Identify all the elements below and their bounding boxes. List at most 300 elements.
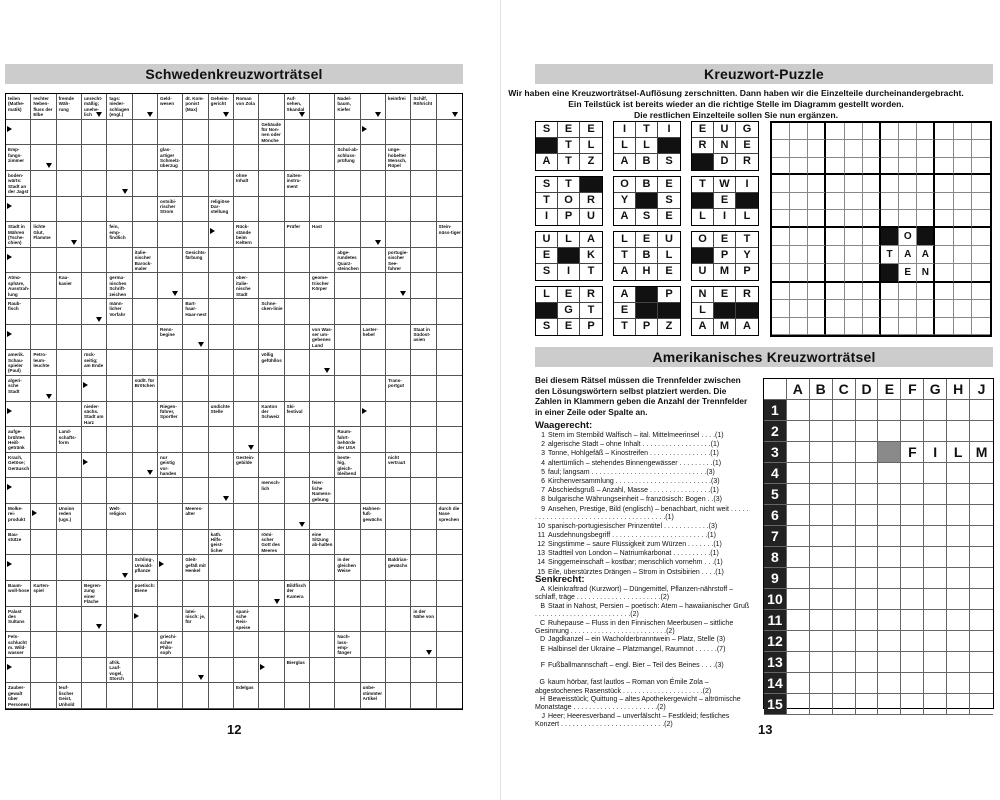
answer-cell[interactable] [335, 325, 360, 351]
answer-cell[interactable] [411, 581, 436, 607]
diagram-cell[interactable] [972, 283, 990, 300]
diagram-cell[interactable] [954, 175, 972, 192]
answer-cell[interactable] [285, 632, 310, 658]
answer-cell[interactable] [158, 530, 183, 556]
grid-cell[interactable] [833, 505, 856, 526]
answer-cell[interactable] [285, 478, 310, 504]
diagram-cell[interactable] [772, 158, 790, 175]
answer-cell[interactable] [158, 376, 183, 402]
answer-cell[interactable] [57, 145, 82, 171]
answer-cell[interactable] [209, 607, 234, 633]
diagram-cell[interactable] [972, 123, 990, 140]
answer-cell[interactable] [209, 683, 234, 709]
diagram-cell[interactable] [972, 300, 990, 317]
diagram-cell[interactable] [954, 228, 972, 246]
grid-cell[interactable] [878, 694, 901, 715]
answer-cell[interactable] [234, 632, 259, 658]
answer-cell[interactable] [133, 504, 158, 530]
answer-cell[interactable] [31, 376, 56, 402]
grid-cell[interactable] [833, 694, 856, 715]
grid-cell[interactable] [856, 652, 879, 673]
diagram-cell[interactable] [863, 210, 881, 227]
diagram-cell[interactable] [772, 175, 790, 192]
answer-cell[interactable] [234, 478, 259, 504]
grid-cell[interactable] [833, 610, 856, 631]
answer-cell[interactable] [133, 273, 158, 299]
grid-cell[interactable] [856, 610, 879, 631]
answer-cell[interactable] [310, 427, 335, 453]
grid-cell[interactable] [901, 589, 924, 610]
answer-cell[interactable] [158, 555, 183, 581]
answer-cell[interactable] [107, 350, 132, 376]
diagram-cell[interactable] [863, 300, 881, 317]
answer-cell[interactable] [31, 325, 56, 351]
answer-cell[interactable] [234, 299, 259, 325]
diagram-cell[interactable] [772, 300, 790, 317]
answer-cell[interactable] [386, 427, 411, 453]
answer-cell[interactable] [234, 145, 259, 171]
answer-cell[interactable] [411, 632, 436, 658]
answer-cell[interactable] [437, 632, 462, 658]
answer-cell[interactable] [133, 94, 158, 120]
grid-cell[interactable] [787, 526, 810, 547]
diagram-cell[interactable] [863, 123, 881, 140]
answer-cell[interactable] [31, 683, 56, 709]
answer-cell[interactable] [259, 94, 284, 120]
answer-cell[interactable] [437, 478, 462, 504]
grid-cell[interactable] [878, 589, 901, 610]
diagram-cell[interactable] [863, 140, 881, 157]
grid-cell[interactable] [901, 421, 924, 442]
grid-cell[interactable] [810, 400, 833, 421]
answer-cell[interactable] [361, 376, 386, 402]
diagram-cell[interactable] [954, 264, 972, 283]
grid-cell[interactable] [924, 652, 947, 673]
answer-cell[interactable] [107, 555, 132, 581]
diagram-cell[interactable] [808, 318, 826, 335]
answer-cell[interactable] [310, 350, 335, 376]
grid-cell[interactable] [924, 589, 947, 610]
grid-cell[interactable] [787, 400, 810, 421]
answer-cell[interactable] [335, 504, 360, 530]
answer-cell[interactable] [310, 120, 335, 146]
answer-cell[interactable] [57, 325, 82, 351]
answer-cell[interactable] [133, 145, 158, 171]
answer-cell[interactable] [6, 248, 31, 274]
answer-cell[interactable] [107, 120, 132, 146]
grid-cell[interactable] [810, 673, 833, 694]
grid-cell[interactable] [947, 421, 970, 442]
answer-cell[interactable] [437, 683, 462, 709]
answer-cell[interactable] [386, 658, 411, 684]
answer-cell[interactable] [259, 222, 284, 248]
grid-cell[interactable] [833, 463, 856, 484]
answer-cell[interactable] [335, 581, 360, 607]
answer-cell[interactable] [209, 171, 234, 197]
answer-cell[interactable] [209, 222, 234, 248]
answer-cell[interactable] [158, 658, 183, 684]
answer-cell[interactable] [310, 299, 335, 325]
answer-cell[interactable] [310, 248, 335, 274]
grid-cell[interactable] [856, 442, 879, 463]
answer-cell[interactable] [361, 273, 386, 299]
grid-cell[interactable] [856, 673, 879, 694]
diagram-cell[interactable] [790, 283, 808, 300]
answer-cell[interactable] [82, 504, 107, 530]
answer-cell[interactable] [82, 658, 107, 684]
grid-cell[interactable] [970, 652, 993, 673]
grid-cell[interactable] [970, 526, 993, 547]
answer-cell[interactable] [259, 171, 284, 197]
answer-cell[interactable] [310, 94, 335, 120]
answer-cell[interactable] [31, 632, 56, 658]
answer-cell[interactable] [82, 171, 107, 197]
answer-cell[interactable] [437, 325, 462, 351]
answer-cell[interactable] [183, 683, 208, 709]
answer-cell[interactable] [158, 120, 183, 146]
answer-cell[interactable] [209, 299, 234, 325]
answer-cell[interactable] [285, 683, 310, 709]
grid-cell[interactable] [810, 421, 833, 442]
answer-cell[interactable] [57, 658, 82, 684]
answer-cell[interactable] [107, 478, 132, 504]
answer-cell[interactable] [107, 453, 132, 479]
answer-cell[interactable] [107, 171, 132, 197]
grid-cell[interactable] [856, 547, 879, 568]
answer-cell[interactable] [183, 632, 208, 658]
answer-cell[interactable] [310, 145, 335, 171]
diagram-cell[interactable] [826, 246, 844, 264]
answer-cell[interactable] [57, 248, 82, 274]
grid-cell[interactable] [878, 673, 901, 694]
diagram-cell[interactable] [935, 264, 953, 283]
grid-cell[interactable] [901, 484, 924, 505]
grid-cell[interactable] [878, 400, 901, 421]
grid-cell[interactable] [878, 421, 901, 442]
diagram-cell[interactable] [772, 318, 790, 335]
diagram-cell[interactable] [808, 175, 826, 192]
diagram-cell[interactable]: O [899, 228, 917, 246]
diagram-cell[interactable] [790, 300, 808, 317]
answer-cell[interactable] [361, 658, 386, 684]
diagram-cell[interactable] [881, 300, 899, 317]
answer-cell[interactable] [133, 299, 158, 325]
grid-cell[interactable] [787, 589, 810, 610]
grid-cell[interactable] [924, 673, 947, 694]
answer-cell[interactable] [259, 632, 284, 658]
answer-cell[interactable] [6, 120, 31, 146]
answer-cell[interactable] [82, 273, 107, 299]
diagram-cell[interactable] [917, 140, 935, 157]
answer-cell[interactable] [437, 402, 462, 428]
diagram-cell[interactable] [917, 210, 935, 227]
answer-cell[interactable] [437, 658, 462, 684]
answer-cell[interactable] [259, 453, 284, 479]
answer-cell[interactable] [209, 581, 234, 607]
diagram-cell[interactable]: T [881, 246, 899, 264]
answer-cell[interactable] [31, 145, 56, 171]
answer-cell[interactable] [310, 453, 335, 479]
grid-cell[interactable] [970, 610, 993, 631]
answer-cell[interactable] [335, 350, 360, 376]
grid-cell[interactable]: L [947, 442, 970, 463]
answer-cell[interactable] [310, 171, 335, 197]
diagram-cell[interactable] [935, 175, 953, 192]
diagram-cell[interactable] [881, 158, 899, 175]
answer-cell[interactable] [285, 299, 310, 325]
answer-cell[interactable] [361, 453, 386, 479]
answer-cell[interactable] [57, 197, 82, 223]
diagram-cell[interactable] [972, 140, 990, 157]
answer-cell[interactable] [259, 273, 284, 299]
answer-cell[interactable] [6, 658, 31, 684]
diagram-cell[interactable] [972, 246, 990, 264]
grid-cell[interactable] [947, 463, 970, 484]
answer-cell[interactable] [31, 427, 56, 453]
answer-cell[interactable] [234, 504, 259, 530]
grid-cell[interactable] [856, 568, 879, 589]
grid-cell[interactable] [924, 526, 947, 547]
answer-cell[interactable] [31, 530, 56, 556]
grid-cell[interactable] [947, 610, 970, 631]
diagram-cell[interactable] [863, 264, 881, 283]
diagram-cell[interactable]: E [899, 264, 917, 283]
answer-cell[interactable] [285, 453, 310, 479]
grid-cell[interactable] [970, 673, 993, 694]
answer-cell[interactable] [82, 530, 107, 556]
answer-cell[interactable] [31, 453, 56, 479]
answer-cell[interactable] [107, 248, 132, 274]
grid-cell[interactable] [878, 610, 901, 631]
diagram-cell[interactable] [826, 300, 844, 317]
grid-cell[interactable] [787, 694, 810, 715]
diagram-cell[interactable] [826, 123, 844, 140]
answer-cell[interactable] [234, 581, 259, 607]
answer-cell[interactable] [411, 504, 436, 530]
answer-cell[interactable] [133, 120, 158, 146]
grid-cell[interactable] [787, 610, 810, 631]
diagram-cell[interactable] [808, 246, 826, 264]
grid-cell[interactable] [810, 547, 833, 568]
answer-cell[interactable] [107, 376, 132, 402]
grid-cell[interactable] [970, 547, 993, 568]
answer-cell[interactable] [183, 120, 208, 146]
answer-cell[interactable] [82, 299, 107, 325]
diagram-cell[interactable] [772, 140, 790, 157]
diagram-cell[interactable] [845, 264, 863, 283]
grid-cell[interactable] [901, 547, 924, 568]
grid-cell[interactable] [833, 652, 856, 673]
diagram-cell[interactable] [845, 300, 863, 317]
grid-cell[interactable] [878, 652, 901, 673]
diagram-cell[interactable] [845, 175, 863, 192]
diagram-cell[interactable] [972, 158, 990, 175]
grid-cell[interactable] [856, 463, 879, 484]
grid-cell[interactable]: M [970, 442, 993, 463]
answer-cell[interactable] [259, 145, 284, 171]
diagram-cell[interactable]: A [899, 246, 917, 264]
diagram-cell[interactable] [826, 318, 844, 335]
answer-cell[interactable] [386, 222, 411, 248]
grid-cell[interactable] [970, 631, 993, 652]
diagram-cell[interactable] [954, 246, 972, 264]
grid-cell[interactable] [787, 652, 810, 673]
diagram-cell[interactable] [899, 140, 917, 157]
answer-cell[interactable] [209, 427, 234, 453]
grid-cell[interactable] [878, 442, 901, 463]
answer-cell[interactable] [437, 273, 462, 299]
answer-cell[interactable] [361, 120, 386, 146]
answer-cell[interactable] [361, 222, 386, 248]
answer-cell[interactable] [411, 376, 436, 402]
diagram-cell[interactable] [845, 158, 863, 175]
answer-cell[interactable] [310, 683, 335, 709]
answer-cell[interactable] [133, 325, 158, 351]
diagram-cell[interactable] [972, 264, 990, 283]
diagram-cell[interactable] [845, 318, 863, 335]
answer-cell[interactable] [285, 607, 310, 633]
answer-cell[interactable] [57, 478, 82, 504]
diagram-cell[interactable] [826, 193, 844, 210]
answer-cell[interactable] [107, 607, 132, 633]
diagram-cell[interactable] [917, 158, 935, 175]
answer-cell[interactable] [31, 478, 56, 504]
puzzle-piece[interactable] [691, 286, 759, 336]
answer-cell[interactable] [57, 376, 82, 402]
answer-cell[interactable] [6, 555, 31, 581]
diagram-cell[interactable] [954, 210, 972, 227]
answer-cell[interactable] [259, 581, 284, 607]
grid-cell[interactable] [924, 694, 947, 715]
grid-cell[interactable] [878, 463, 901, 484]
answer-cell[interactable] [285, 145, 310, 171]
answer-cell[interactable] [361, 145, 386, 171]
answer-cell[interactable] [361, 632, 386, 658]
answer-cell[interactable] [234, 248, 259, 274]
answer-cell[interactable] [259, 376, 284, 402]
answer-cell[interactable] [386, 607, 411, 633]
grid-cell[interactable] [947, 652, 970, 673]
answer-cell[interactable] [82, 197, 107, 223]
answer-cell[interactable] [183, 350, 208, 376]
diagram-cell[interactable] [790, 210, 808, 227]
answer-cell[interactable] [234, 197, 259, 223]
answer-cell[interactable] [82, 222, 107, 248]
diagram-cell[interactable] [899, 210, 917, 227]
grid-cell[interactable] [833, 421, 856, 442]
diagram-cell[interactable] [917, 193, 935, 210]
answer-cell[interactable] [133, 171, 158, 197]
answer-cell[interactable] [386, 325, 411, 351]
answer-cell[interactable] [183, 222, 208, 248]
answer-cell[interactable] [31, 555, 56, 581]
answer-cell[interactable] [361, 94, 386, 120]
diagram-cell[interactable] [881, 123, 899, 140]
grid-cell[interactable] [924, 484, 947, 505]
grid-cell[interactable] [947, 547, 970, 568]
diagram-cell[interactable] [972, 193, 990, 210]
diagram-cell[interactable] [972, 228, 990, 246]
answer-cell[interactable] [31, 504, 56, 530]
grid-cell[interactable] [787, 631, 810, 652]
answer-cell[interactable] [57, 350, 82, 376]
grid-cell[interactable] [833, 547, 856, 568]
answer-cell[interactable] [259, 555, 284, 581]
answer-cell[interactable] [386, 171, 411, 197]
answer-cell[interactable] [31, 171, 56, 197]
grid-cell[interactable] [856, 694, 879, 715]
diagram-cell[interactable] [954, 140, 972, 157]
answer-cell[interactable] [386, 581, 411, 607]
answer-cell[interactable] [335, 607, 360, 633]
answer-cell[interactable] [411, 350, 436, 376]
diagram-cell[interactable] [772, 210, 790, 227]
grid-cell[interactable] [810, 505, 833, 526]
answer-cell[interactable] [158, 683, 183, 709]
grid-cell[interactable] [810, 463, 833, 484]
answer-cell[interactable] [158, 581, 183, 607]
answer-cell[interactable] [82, 145, 107, 171]
answer-cell[interactable] [386, 299, 411, 325]
answer-cell[interactable] [411, 248, 436, 274]
answer-cell[interactable] [259, 607, 284, 633]
grid-cell[interactable] [810, 610, 833, 631]
answer-cell[interactable] [411, 120, 436, 146]
answer-cell[interactable] [361, 478, 386, 504]
answer-cell[interactable] [437, 350, 462, 376]
answer-cell[interactable] [335, 376, 360, 402]
answer-cell[interactable] [386, 504, 411, 530]
diagram-cell[interactable] [808, 283, 826, 300]
diagram-cell[interactable] [972, 318, 990, 335]
grid-cell[interactable] [924, 610, 947, 631]
diagram-cell[interactable] [954, 193, 972, 210]
answer-cell[interactable] [209, 145, 234, 171]
answer-cell[interactable] [437, 197, 462, 223]
answer-cell[interactable] [183, 273, 208, 299]
diagram-cell[interactable] [881, 283, 899, 300]
diagram-cell[interactable] [972, 175, 990, 192]
diagram-cell[interactable] [935, 318, 953, 335]
answer-cell[interactable] [234, 120, 259, 146]
diagram-cell[interactable] [917, 228, 935, 246]
answer-cell[interactable] [209, 478, 234, 504]
grid-cell[interactable] [970, 589, 993, 610]
answer-cell[interactable] [411, 453, 436, 479]
answer-cell[interactable] [361, 427, 386, 453]
diagram-cell[interactable] [899, 123, 917, 140]
answer-cell[interactable] [133, 683, 158, 709]
diagram-cell[interactable] [863, 158, 881, 175]
grid-cell[interactable] [924, 631, 947, 652]
grid-cell[interactable] [947, 589, 970, 610]
answer-cell[interactable] [158, 427, 183, 453]
diagram-cell[interactable] [917, 123, 935, 140]
grid-cell[interactable] [810, 568, 833, 589]
diagram-cell[interactable] [826, 210, 844, 227]
grid-cell[interactable] [947, 505, 970, 526]
answer-cell[interactable] [437, 248, 462, 274]
diagram-cell[interactable] [790, 318, 808, 335]
answer-cell[interactable] [234, 530, 259, 556]
answer-cell[interactable] [209, 632, 234, 658]
diagram-cell[interactable] [845, 123, 863, 140]
grid-cell[interactable] [833, 400, 856, 421]
answer-cell[interactable] [335, 120, 360, 146]
grid-cell[interactable] [856, 400, 879, 421]
grid-cell[interactable] [878, 484, 901, 505]
grid-cell[interactable] [856, 631, 879, 652]
